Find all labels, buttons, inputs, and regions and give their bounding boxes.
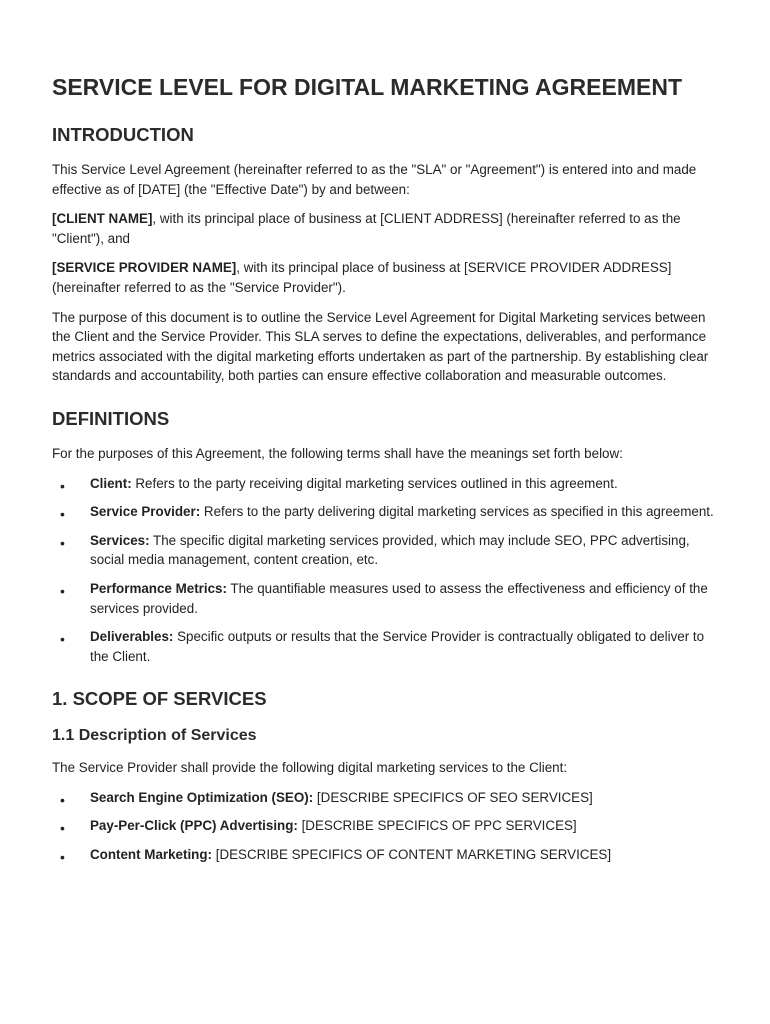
definition-item-service-provider: [52, 502, 718, 522]
bullet-icon: •: [60, 791, 65, 808]
scope-heading: 1. SCOPE OF SERVICES: [52, 688, 267, 710]
definition-text: The specific digital marketing services provided, which may include SEO, PPC advertising, social media management, content creation, etc.: [90, 532, 690, 568]
definition-text: Refers to the party receiving digital marketing services outlined in this agreement.: [131, 475, 618, 491]
service-item-ppc: [52, 816, 718, 836]
definitions-list: [52, 474, 718, 667]
definition-item-client: [52, 474, 718, 494]
service-term: Search Engine Optimization (SEO):: [90, 789, 314, 805]
scope-section: [52, 686, 718, 864]
bullet-icon: •: [60, 534, 65, 551]
definition-text: Specific outputs or results that the Service Provider is contractually obligated to deliver to the Client.: [90, 629, 705, 664]
service-term: Content Marketing:: [90, 847, 212, 863]
definitions-section: [52, 406, 718, 666]
scope-lead: The Service Provider shall provide the following digital marketing services to the Client:: [52, 760, 568, 776]
introduction-heading: INTRODUCTION: [52, 124, 194, 145]
service-text: [DESCRIBE SPECIFICS OF CONTENT MARKETING SERVICES]: [212, 847, 612, 863]
definition-text: The quantifiable measures used to assess the effectiveness and efficiency of the services provided.: [90, 580, 708, 616]
service-term: Pay-Per-Click (PPC) Advertising:: [90, 818, 298, 834]
service-item-content-marketing: [52, 845, 718, 865]
service-text: [DESCRIBE SPECIFICS OF PPC SERVICES]: [297, 818, 577, 834]
client-party-paragraph: [52, 209, 718, 248]
definition-term: Service Provider:: [90, 504, 201, 520]
services-list: [52, 788, 718, 865]
bullet-icon: •: [60, 631, 65, 648]
definition-item-deliverables: [52, 627, 718, 666]
description-of-services-heading: 1.1 Description of Services: [52, 727, 257, 745]
definition-term: Deliverables:: [90, 629, 174, 645]
provider-party-paragraph: [52, 258, 718, 297]
definition-term: Client:: [90, 475, 132, 491]
client-party-text: , with its principal place of business at [CLIENT ADDRESS] (hereinafter referred to as the "Client"), and: [52, 211, 681, 246]
provider-party-text: , with its principal place of business at [SERVICE PROVIDER ADDRESS] (hereinafter referred to as the "Service Provider").: [52, 260, 672, 295]
definition-term: Services:: [90, 532, 150, 548]
bullet-icon: •: [60, 582, 65, 599]
purpose-paragraph: The purpose of this document is to outline the Service Level Agreement for Digital Marketing services between the Client and the Service Provider. This SLA serves to define the expectations, deliverables, and performance metrics associated with the digital marketing efforts undertaken as part of the partnership. By establishing clear standards and accountability, both parties can ensure effective collaboration and measurable outcomes.: [52, 309, 709, 384]
provider-name: [SERVICE PROVIDER NAME]: [52, 260, 237, 276]
definitions-lead: For the purposes of this Agreement, the following terms shall have the meanings set forth below:: [52, 445, 623, 461]
definition-item-services: [52, 531, 718, 570]
bullet-icon: •: [60, 506, 65, 523]
definition-text: Refers to the party delivering digital marketing services as specified in this agreement.: [200, 504, 714, 520]
bullet-icon: •: [60, 849, 65, 866]
client-name: [CLIENT NAME]: [52, 211, 153, 227]
service-text: [DESCRIBE SPECIFICS OF SEO SERVICES]: [313, 789, 593, 805]
definition-term: Performance Metrics:: [90, 580, 227, 596]
intro-paragraph: This Service Level Agreement (hereinafter referred to as the "SLA" or "Agreement") is entered into and made effective as of [DATE] (the "Effective Date") by and between:: [52, 162, 697, 197]
definitions-heading: DEFINITIONS: [52, 407, 170, 429]
introduction-section: [52, 122, 718, 386]
definition-item-performance-metrics: [52, 579, 718, 618]
service-item-seo: [52, 788, 718, 808]
bullet-icon: •: [60, 820, 65, 837]
bullet-icon: •: [60, 477, 65, 494]
document-title: SERVICE LEVEL FOR DIGITAL MARKETING AGREEMENT: [52, 74, 682, 100]
